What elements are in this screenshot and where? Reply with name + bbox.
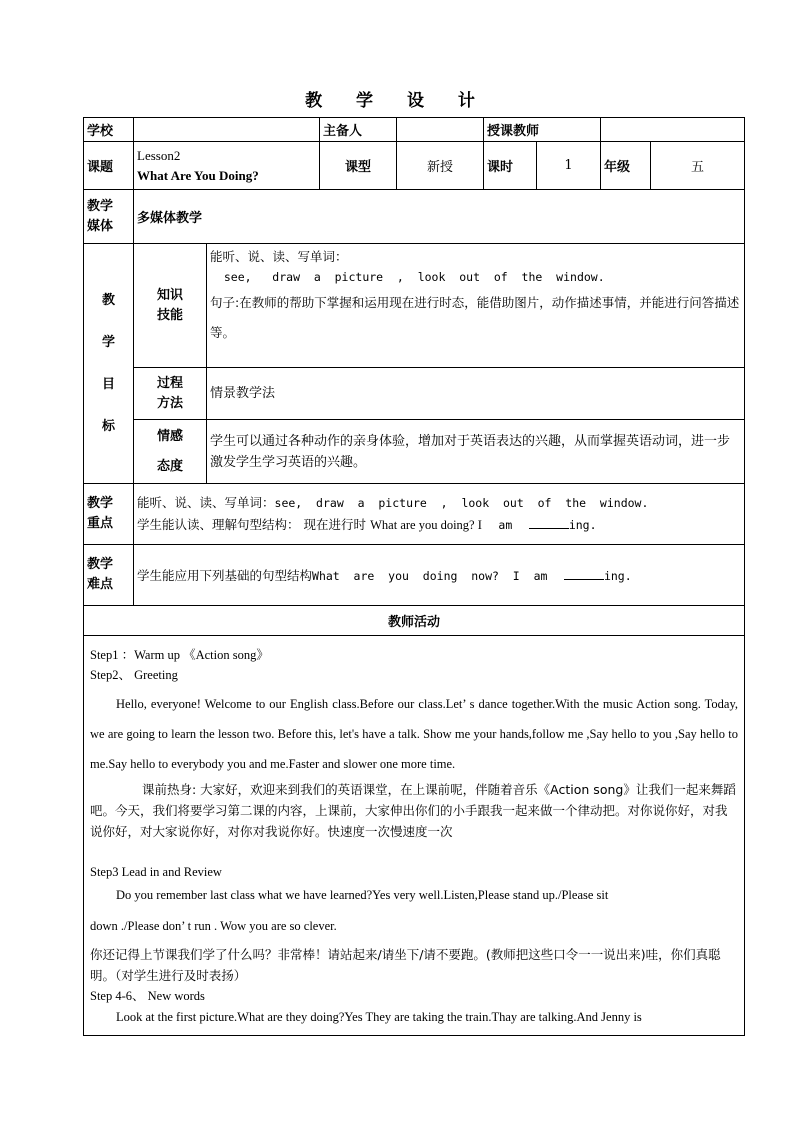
lesson-plan-table [83, 117, 745, 1036]
grade-value: 五 [651, 142, 745, 190]
new-words-english: Look at the first picture.What are they doing?Yes They are taking the train.Thay are talking.And Jenny is [116, 1010, 642, 1024]
process-label: 过程 方法 [134, 368, 207, 420]
key-points-line2-cn: 学生能认读、理解句型结构： 现在进行时 [137, 517, 366, 532]
topic-label: 课题 [84, 142, 134, 190]
key-points-row [84, 484, 745, 545]
knowledge-line-1: 能听、说、读、写单词： [210, 249, 348, 264]
emotion-value: 学生可以通过各种动作的亲身体验，增加对于英语表达的兴趣，从而掌握英语动词，进一步激发学生学习英语的兴趣。 [207, 420, 745, 484]
key-points-blank [529, 516, 569, 529]
objective-process-row [84, 368, 745, 420]
key-points-am: am [498, 518, 513, 532]
difficulties-row [84, 545, 745, 606]
preparer-label: 主备人 [320, 118, 397, 142]
page-title: 教 学 设 计 [305, 91, 489, 111]
difficulties-ing: ing. [603, 568, 632, 583]
knowledge-label: 知识 技能 [134, 244, 207, 368]
difficulties-content [134, 545, 745, 606]
teacher-activity-heading-row [84, 606, 745, 636]
topic-line-1: Lesson2 [137, 147, 181, 163]
difficulties-label: 教学 难点 [84, 545, 134, 606]
hours-value: 1 [537, 142, 601, 190]
topic-row [84, 142, 745, 190]
difficulties-cn: 学生能应用下列基础的句型结构 [137, 567, 313, 583]
type-label: 课型 [320, 142, 397, 190]
media-row [84, 190, 745, 244]
teacher-activity-row [84, 636, 745, 1036]
topic-line-2: What Are You Doing? [137, 167, 259, 183]
teacher-label: 授课教师 [484, 118, 601, 142]
key-points-ing: ing. [568, 518, 597, 532]
greeting-english: Hello, everyone! Welcome to our English class.Before our class.Let’ s dance together.With the music Action song. Today, we are going to learn the lesson two. Before this, let's have a talk. Show me your hands,follow me ,Say hello to you ,Say hello to me.Say hello to everybody you and me.Faster and slower one more time. [90, 697, 739, 771]
knowledge-sentence: 句子:在教师的帮助下掌握和运用现在进行时态，能借助图片，动作描述事情，并能进行问答描述等。 [210, 295, 740, 340]
review-chinese: 你还记得上节课我们学了什么吗？非常棒！请站起来/请坐下/请不要跑。(教师把这些口令一一说出来)哇，你们真聪明。（对学生进行及时表扬） [90, 947, 721, 983]
emotion-label: 情感 态度 [134, 420, 207, 484]
hours-label: 课时 [484, 142, 537, 190]
objectives-side-label: 教 学 目 标 [84, 244, 134, 484]
key-points-line2-en: What are you doing? I [370, 518, 482, 532]
knowledge-words: see, draw a picture , look out of the window. [210, 270, 605, 284]
type-value: 新授 [397, 142, 484, 190]
knowledge-content [207, 244, 745, 368]
key-points-words: see, draw a picture , look out of the window. [274, 496, 649, 510]
step-2: Step2、 Greeting [90, 668, 178, 682]
review-english-2: down ./Please don’ t run . Wow you are so clever. [90, 919, 337, 933]
process-value: 情景教学法 [207, 368, 745, 420]
preparer-value [397, 118, 484, 142]
key-points-content [134, 484, 745, 545]
header-row [84, 118, 745, 142]
teacher-activity-content [84, 636, 745, 1036]
difficulties-blank [564, 567, 604, 580]
difficulties-words: What are you doing now? I am [312, 568, 548, 583]
objective-emotion-row [84, 420, 745, 484]
step-1: Step1 ：Warm up 《Action song》 [90, 648, 269, 662]
school-label: 学校 [84, 118, 134, 142]
key-points-line1-cn: 能听、说、读、写单词： [137, 495, 275, 510]
school-value [134, 118, 320, 142]
review-english-1: Do you remember last class what we have learned?Yes very well.Listen,Please stand up./Please sit [116, 888, 609, 902]
teacher-value [601, 118, 745, 142]
objective-knowledge-row [84, 244, 745, 368]
media-value: 多媒体教学 [134, 190, 745, 244]
media-label: 教学 媒体 [84, 190, 134, 244]
key-points-label: 教学 重点 [84, 484, 134, 545]
step-4-6: Step 4-6、 New words [90, 989, 205, 1003]
teacher-activity-heading: 教师活动 [84, 606, 745, 636]
step-3: Step3 Lead in and Review [90, 865, 222, 879]
grade-label: 年级 [601, 142, 651, 190]
greeting-chinese: 课前热身: 大家好，欢迎来到我们的英语课堂，在上课前呢，伴随着音乐《Action song》让我们一起来舞蹈吧。今天，我们将要学习第二课的内容，上课前，大家伸出你们的小手跟我一起来做一个律动把。对你说你好，对我说你好，对大家说你好，对你对我说你好。快速度一次慢速度一次 [90, 782, 736, 839]
